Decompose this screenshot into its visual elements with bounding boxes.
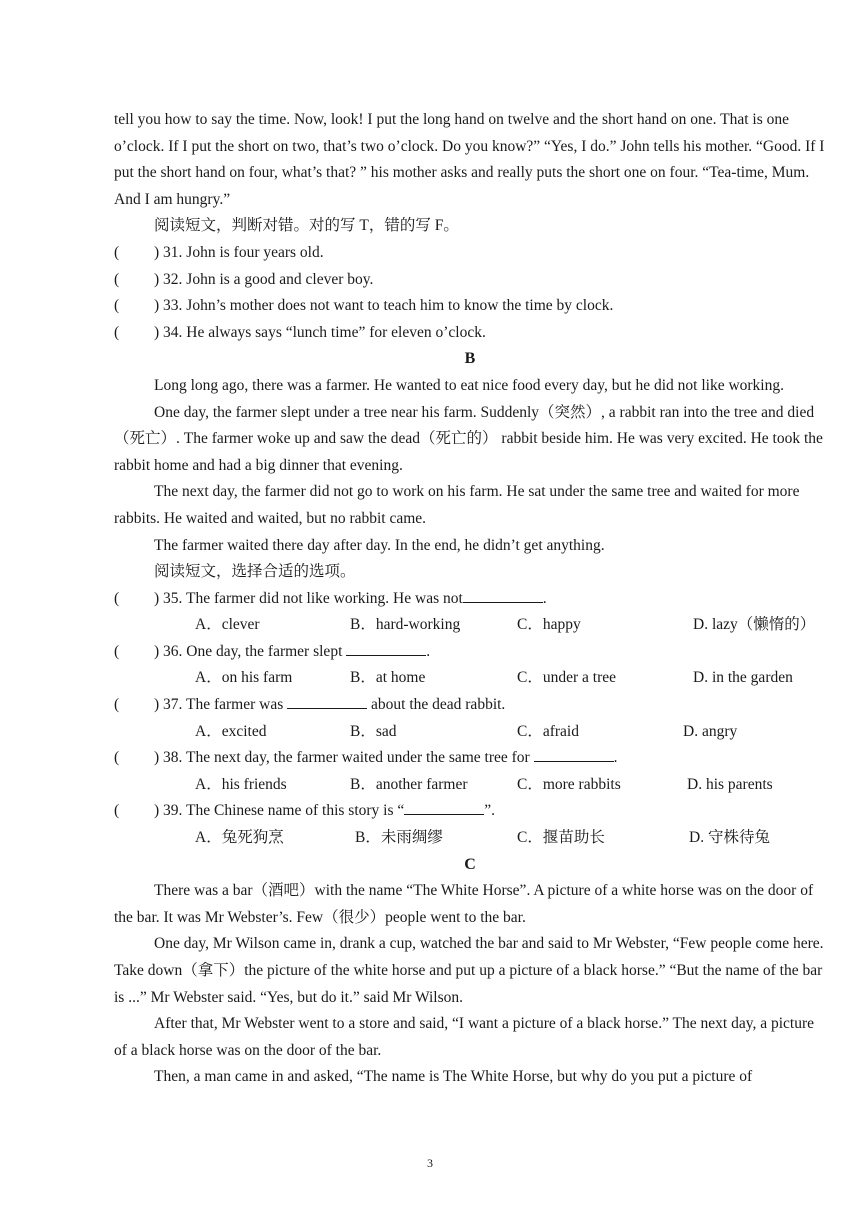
answer-blank bbox=[404, 798, 484, 815]
passage-c-paragraph: There was a bar（酒吧）with the name “The White Horse”. A picture of a white horse was on the door of the bar. It was Mr Webster’s. Few（很少）people went to the bar. bbox=[114, 882, 814, 926]
answer-paren: ( bbox=[114, 696, 120, 714]
question-text: ) 31. John is four years old. bbox=[154, 243, 324, 261]
question-stem: ) 35. The farmer did not like working. He was not bbox=[154, 589, 463, 607]
option-c: C．揠苗助长 bbox=[517, 829, 605, 847]
question-32 bbox=[114, 267, 826, 294]
question-text bbox=[154, 745, 617, 772]
question-text bbox=[154, 639, 430, 666]
passage-b-paragraph: One day, the farmer slept under a tree near his farm. Suddenly（突然）, a rabbit ran into the tree and died（死亡）. The farmer woke up and saw the dead（死亡的） rabbit beside him. He was very excited. He took the rabbit home and had a big dinner that evening. bbox=[114, 403, 823, 474]
option-a: A．兔死狗烹 bbox=[195, 829, 284, 847]
answer-blank bbox=[346, 639, 426, 656]
answer-paren: ( bbox=[114, 642, 120, 660]
option-c: C．under a tree bbox=[517, 669, 616, 687]
option-c: C．more rabbits bbox=[517, 775, 621, 793]
options-39 bbox=[114, 825, 826, 852]
passage-c-paragraph: One day, Mr Wilson came in, drank a cup, watched the bar and said to Mr Webster, “Few people come here. Take down（拿下）the picture of the white horse and put up a picture of a black horse.” “But the name of the bar is ...” Mr Webster said. “Yes, but do it.” said Mr Wilson. bbox=[114, 935, 824, 1006]
option-d: D. 守株待兔 bbox=[689, 829, 770, 847]
options-36 bbox=[114, 665, 826, 692]
options-37 bbox=[114, 719, 826, 746]
question-stem: ) 36. One day, the farmer slept bbox=[154, 642, 343, 660]
answer-paren: ( bbox=[114, 749, 120, 767]
option-d: D. his parents bbox=[687, 775, 773, 793]
question-35 bbox=[114, 586, 826, 613]
question-stem: ) 37. The farmer was bbox=[154, 696, 284, 714]
question-text: ) 32. John is a good and clever boy. bbox=[154, 270, 374, 288]
question-text bbox=[154, 692, 505, 719]
option-a: A．his friends bbox=[195, 775, 287, 793]
answer-blank bbox=[534, 745, 614, 762]
answer-paren: ( bbox=[114, 323, 120, 341]
question-34 bbox=[114, 320, 826, 347]
instruction-a: 阅读短文，判断对错。对的写 T，错的写 F。 bbox=[154, 217, 459, 235]
question-text bbox=[154, 798, 495, 825]
question-stem-end: . bbox=[426, 642, 431, 660]
question-37 bbox=[114, 692, 826, 719]
options-38 bbox=[114, 772, 826, 799]
option-c: C．happy bbox=[517, 616, 581, 634]
options-35 bbox=[114, 612, 826, 639]
question-text bbox=[154, 586, 547, 613]
passage-a-tail: tell you how to say the time. Now, look! I put the long hand on twelve and the short hand on one. That is one o’clock. If I put the short on two, that’s two o’clock. Do you know?” “Yes, I do.” John tells his mother. “Good. If I put the short hand on four, what’s that? ” his mother asks and really puts the short one on four. “Tea-time, Mum. And I am hungry.” bbox=[114, 111, 825, 208]
question-stem: ) 39. The Chinese name of this story is “ bbox=[154, 802, 405, 820]
section-b-title: B bbox=[464, 350, 476, 368]
passage-c-paragraph: Then, a man came in and asked, “The name is The White Horse, but why do you put a picture of bbox=[154, 1068, 753, 1086]
question-31 bbox=[114, 240, 826, 267]
page-content bbox=[114, 107, 826, 1091]
question-38 bbox=[114, 745, 826, 772]
option-b: B．another farmer bbox=[350, 775, 468, 793]
question-33 bbox=[114, 293, 826, 320]
answer-paren: ( bbox=[114, 270, 120, 288]
answer-paren: ( bbox=[114, 802, 120, 820]
passage-b-paragraph: Long long ago, there was a farmer. He wanted to eat nice food every day, but he did not like working. bbox=[154, 376, 784, 394]
passage-c-paragraph: After that, Mr Webster went to a store and said, “I want a picture of a black horse.” The next day, a picture of a black horse was on the door of the bar. bbox=[114, 1015, 814, 1059]
passage-b-paragraph: The next day, the farmer did not go to work on his farm. He sat under the same tree and waited for more rabbits. He waited and waited, but no rabbit came. bbox=[114, 483, 800, 527]
question-stem-end: . bbox=[613, 749, 618, 767]
answer-blank bbox=[463, 586, 543, 603]
page-number: 3 bbox=[427, 1156, 433, 1170]
answer-paren: ( bbox=[114, 243, 120, 261]
option-b: B．sad bbox=[350, 722, 397, 740]
passage-b-paragraph: The farmer waited there day after day. In the end, he didn’t get anything. bbox=[154, 536, 605, 554]
answer-blank bbox=[287, 692, 367, 709]
option-b: B．at home bbox=[350, 669, 426, 687]
option-a: A．on his farm bbox=[195, 669, 293, 687]
question-stem-end: . bbox=[542, 589, 547, 607]
answer-paren: ( bbox=[114, 589, 120, 607]
question-text: ) 33. John’s mother does not want to teach him to know the time by clock. bbox=[154, 297, 614, 315]
question-39 bbox=[114, 798, 826, 825]
section-c-title: C bbox=[464, 855, 476, 873]
question-36 bbox=[114, 639, 826, 666]
option-c: C．afraid bbox=[517, 722, 579, 740]
option-b: B．未雨绸缪 bbox=[355, 829, 443, 847]
option-d: D. angry bbox=[683, 722, 738, 740]
option-d: D. in the garden bbox=[693, 669, 793, 687]
question-text: ) 34. He always says “lunch time” for eleven o’clock. bbox=[154, 323, 486, 341]
option-a: A．clever bbox=[195, 616, 260, 634]
option-a: A．excited bbox=[195, 722, 267, 740]
instruction-b: 阅读短文，选择合适的选项。 bbox=[154, 563, 356, 581]
option-d: D. lazy（懒惰的） bbox=[693, 616, 816, 634]
option-b: B．hard-working bbox=[350, 616, 461, 634]
question-stem: ) 38. The next day, the farmer waited under the same tree for bbox=[154, 749, 530, 767]
answer-paren: ( bbox=[114, 297, 120, 315]
question-stem-end: about the dead rabbit. bbox=[371, 696, 506, 714]
question-stem-end: ”. bbox=[484, 802, 496, 820]
